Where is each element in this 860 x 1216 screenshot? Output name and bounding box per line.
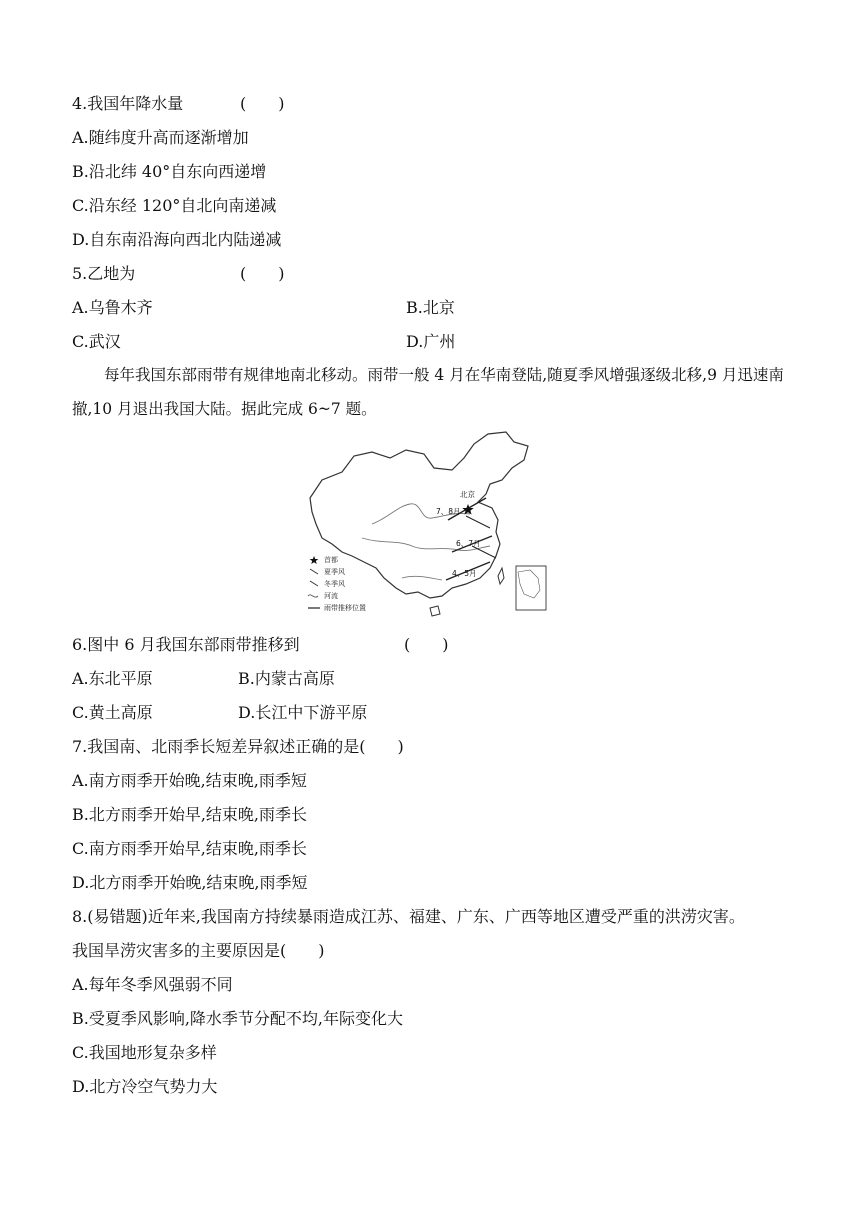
passage-text: 每年我国东部雨带有规律地南北移动。雨带一般 4 月在华南登陆,随夏季风增强逐级北移,9 月迅速南撤,10 月退出我国大陆。据此完成 6~7 题。	[72, 366, 784, 418]
south-china-sea-inset	[516, 566, 546, 610]
q4-option-d: D.自东南沿海向西北内陆递减	[72, 230, 282, 249]
map-label-band-78: 7、8月	[436, 507, 461, 516]
map-label-band-67: 6、7月	[456, 539, 481, 548]
q8-stem-line2: 我国旱涝灾害多的主要原因是( )	[72, 941, 325, 960]
q4-option-c: C.沿东经 120°自北向南递减	[72, 196, 277, 215]
q6-answer-bracket: ( )	[404, 635, 449, 654]
q8-stem-line1: 8.(易错题)近年来,我国南方持续暴雨造成江苏、福建、广东、广西等地区遭受严重的洪涝灾害。	[72, 907, 745, 926]
hainan-island	[430, 606, 440, 616]
rain-belt-map	[302, 428, 558, 624]
legend-river-icon	[308, 595, 318, 597]
q4-option-b: B.沿北纬 40°自东向西递增	[72, 162, 267, 181]
legend-summer-monsoon-icon	[310, 569, 318, 574]
q5-option-d: D.广州	[406, 332, 456, 351]
q8-option-b: B.受夏季风影响,降水季节分配不均,年际变化大	[72, 1009, 404, 1028]
legend-winter-monsoon-icon	[310, 581, 318, 586]
q7-stem: 7.我国南、北雨季长短差异叙述正确的是( )	[72, 737, 404, 756]
q8-option-a: A.每年冬季风强弱不同	[72, 975, 233, 994]
legend-winter-monsoon: 冬季风	[324, 580, 345, 588]
map-label-beijing: 北京	[460, 490, 475, 499]
q4-stem: 4.我国年降水量	[72, 94, 184, 113]
q7-option-a: A.南方雨季开始晚,结束晚,雨季短	[72, 771, 307, 790]
q7-option-c: C.南方雨季开始早,结束晚,雨季长	[72, 839, 307, 858]
q5-stem: 5.乙地为	[72, 264, 136, 283]
q4-option-a: A.随纬度升高而逐渐增加	[72, 128, 249, 147]
q6-option-b: B.内蒙古高原	[238, 669, 335, 688]
legend-river: 河流	[324, 592, 338, 600]
q5-option-c: C.武汉	[72, 332, 121, 351]
q5-option-b: B.北京	[406, 298, 455, 317]
q5-option-a: A.乌鲁木齐	[72, 298, 153, 317]
q7-option-b: B.北方雨季开始早,结束晚,雨季长	[72, 805, 308, 824]
q4-answer-bracket: ( )	[240, 94, 285, 113]
q7-option-d: D.北方雨季开始晚,结束晚,雨季短	[72, 873, 308, 892]
q6-option-c: C.黄土高原	[72, 703, 153, 722]
q8-option-c: C.我国地形复杂多样	[72, 1043, 217, 1062]
map-legend	[308, 555, 366, 612]
q8-option-d: D.北方冷空气势力大	[72, 1077, 218, 1096]
legend-star-icon	[310, 556, 319, 564]
legend-summer-monsoon: 夏季风	[324, 568, 345, 576]
legend-capital: 首都	[324, 556, 338, 564]
legend-rain-belt: 雨带推移位置	[324, 604, 366, 612]
q5-answer-bracket: ( )	[240, 264, 285, 283]
taiwan-island	[498, 568, 504, 584]
q6-option-a: A.东北平原	[72, 669, 153, 688]
q6-stem: 6.图中 6 月我国东部雨带推移到	[72, 635, 300, 654]
q6-option-d: D.长江中下游平原	[238, 703, 368, 722]
map-label-band-45: 4、5月	[452, 569, 477, 578]
